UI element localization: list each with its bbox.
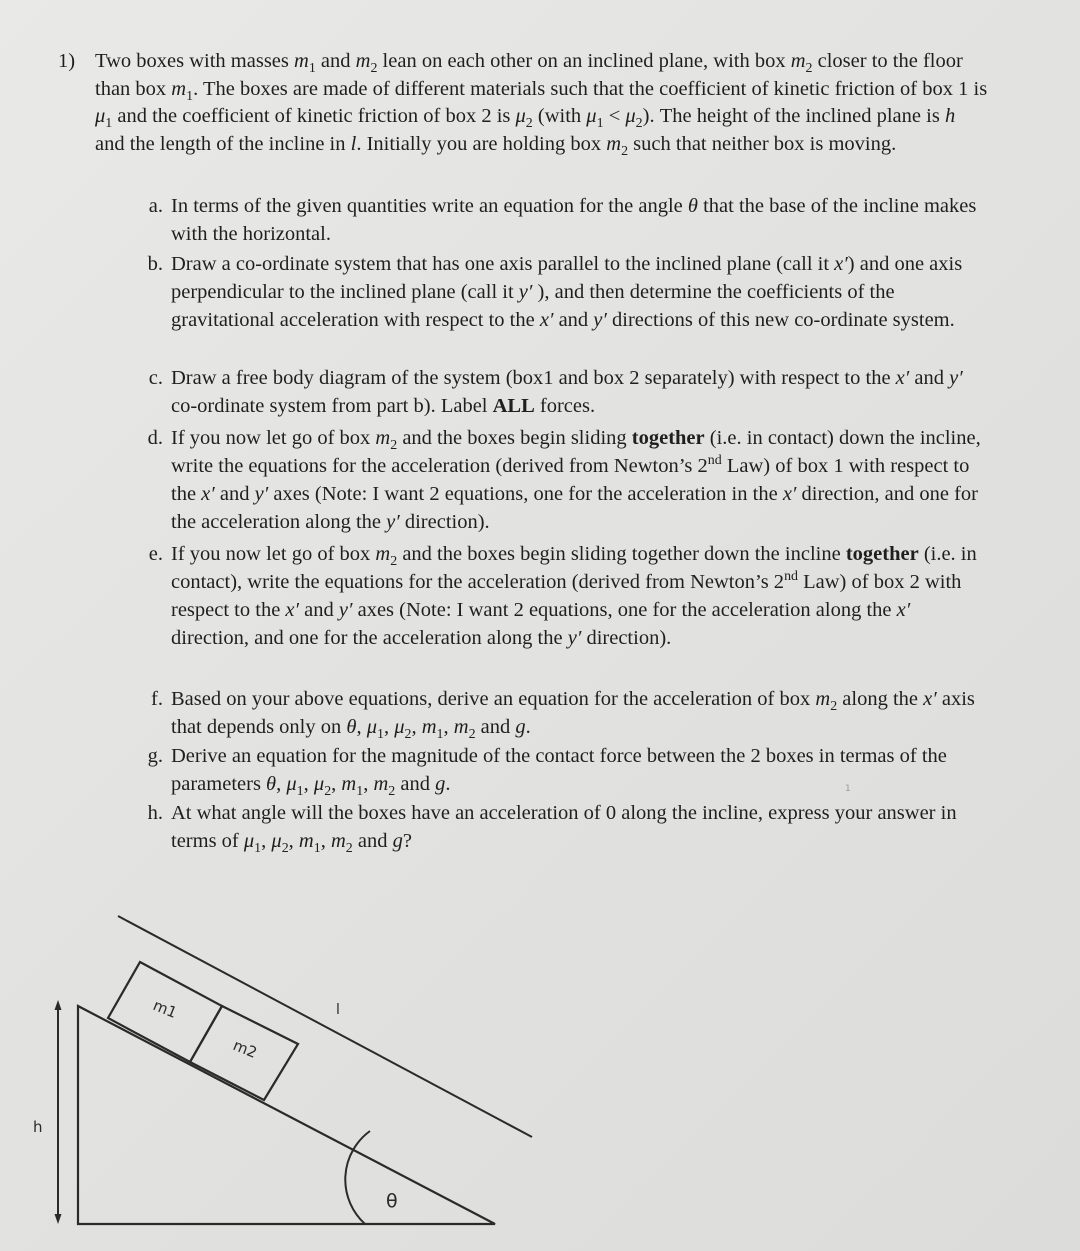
- part-h-label: h.: [147, 802, 163, 824]
- part-h: h. At what angle will the boxes have an acceleration of 0 along the incline, express your answer in terms of $\mu_1$, $\mu_2$, $m_1$, $m_2$ and g?: [171, 799, 986, 855]
- part-e-label: e.: [148, 543, 163, 565]
- part-d-bold: together: [631, 427, 705, 449]
- part-g: g. Derive an equation for the magnitude of the contact force between the 2 boxes in termas of the parameters θ, $\mu_1$, $\mu_2$, $m_1$, $m_2$ and g.: [171, 742, 986, 798]
- question-1: [58, 48, 988, 158]
- incline-length-line: [118, 916, 532, 1137]
- part-c-label: c.: [148, 367, 163, 389]
- part-d-label: d.: [147, 427, 163, 449]
- part-a-label: a.: [148, 195, 163, 217]
- part-e-bold: together: [845, 543, 919, 565]
- angle-label: θ: [386, 1190, 398, 1212]
- height-arrow-head-top: [55, 1000, 62, 1010]
- part-b: b. Draw a co-ordinate system that has one axis parallel to the inclined plane (call it x′) and one axis perpendicular to the inclined plane (call it y′ ), and then determine the coefficients of the gravitational acceleration with respect to the x′ and y′ directions of this new co-ordinate system.: [171, 250, 986, 334]
- incline-length-label: l: [336, 1002, 340, 1018]
- question-number: 1): [58, 50, 76, 72]
- angle-arc: [345, 1131, 370, 1224]
- part-c-bold: ALL: [492, 395, 535, 417]
- box1-label: m1: [150, 996, 180, 1022]
- stray-mark: 1: [845, 784, 851, 794]
- part-g-label: g.: [147, 745, 163, 767]
- part-a: a. In terms of the given quantities write an equation for the angle θ that the base of the incline makes with the horizontal.: [171, 192, 986, 248]
- part-f-label: f.: [151, 688, 163, 710]
- part-b-label: b.: [147, 253, 163, 275]
- height-arrow-head-bottom: [55, 1214, 62, 1224]
- box2-label: m2: [230, 1036, 260, 1062]
- question-intro: Two boxes with masses $m_1$ and $m_2$ lean on each other on an inclined plane, with box $m_2$ closer to the floor than box $m_1$. The boxes are made of different materials such that the coefficient of kinetic friction of box 1 is $\mu_1$ and the coefficient of kinetic friction of box 2 is $\mu_2$ (with $\mu_1 < \mu_2$). The height of the inclined plane is h and the length of the incline in l. Initially you are holding box $m_2$ such that neither box is moving.: [95, 50, 988, 159]
- part-c: c. Draw a free body diagram of the system (box1 and box 2 separately) with respect to the x′ and y′ co-ordinate system from part b). Label ALL forces.: [171, 364, 986, 420]
- part-f: f. Based on your above equations, derive an equation for the acceleration of box $m_2$ along the x′ axis that depends only on θ, $\mu_1$, $\mu_2$, $m_1$, $m_2$ and g.: [171, 685, 986, 741]
- part-d: d. If you now let go of box $m_2$ and the boxes begin sliding together (i.e. in contact) down the incline, write the equations for the acceleration (derived from Newton’s 2nd Law) of box 1 with respect to the x′ and y′ axes (Note: I want 2 equations, one for the acceleration in the x′ direction, and one for the acceleration along the y′ direction).: [171, 424, 986, 536]
- part-e: e. If you now let go of box $m_2$ and the boxes begin sliding together down the incline together (i.e. in contact), write the equations for the acceleration (derived from Newton’s 2nd Law) of box 2 with respect to the x′ and y′ axes (Note: I want 2 equations, one for the acceleration along the x′ direction, and one for the acceleration along the y′ direction).: [171, 540, 986, 652]
- height-label: h: [33, 1118, 43, 1136]
